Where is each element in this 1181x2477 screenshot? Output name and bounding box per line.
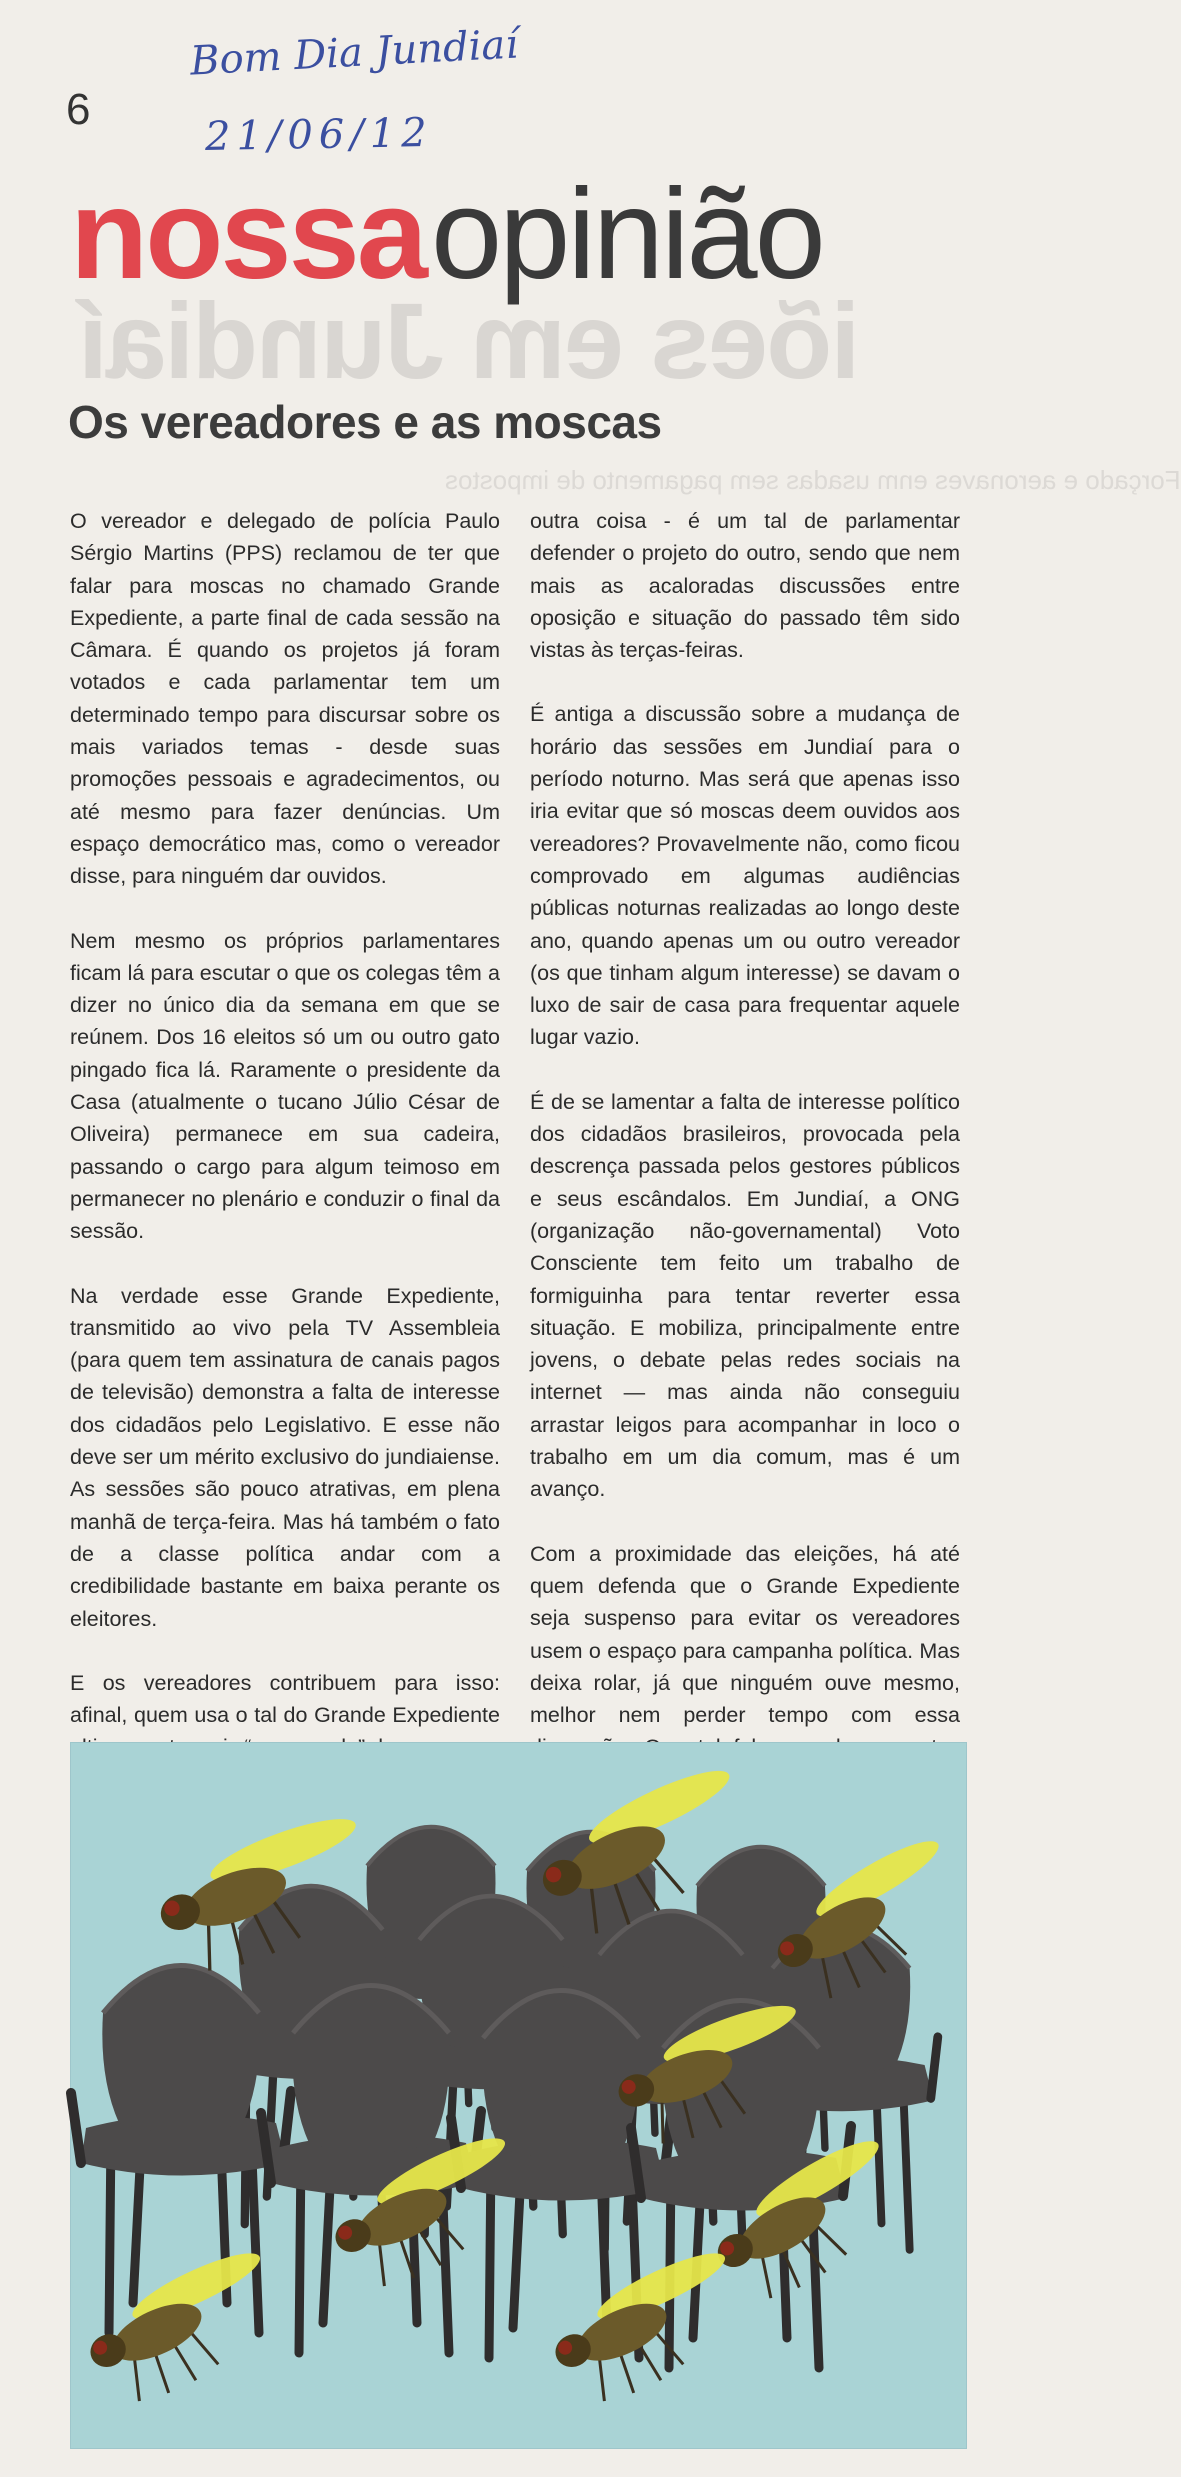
handwritten-date-note: 21/06/12 [204, 110, 434, 160]
illustration-canvas [71, 1743, 966, 2448]
article-paragraph: Com a proximidade das eleições, há até quem defenda que o Grande Expediente seja suspenso para evitar os vereadores usem o espaço para campanha política. Mas deixa rolar, já que ninguém ouve mesmo, melhor nem perder tempo com essa [530, 1541, 960, 1728]
reverse-page-show-through-line: Forçado e aeronaves enm usadas sem pagamento de impostos [445, 465, 1181, 495]
article-paragraph: O vereador e delegado de polícia Paulo Sérgio Martins (PPS) reclamou de ter que falar para moscas no chamado Grande Expediente, a parte final de cada sessão na Câmara. É quando os projetos já foram votados e cada parlamentar tem um determinado tempo para discursar sobre os mais variados temas - desde suas promoções pessoais e agradecimentos, ou até mesmo para fazer denúncias. Um espaço democrático mas, como o vereador disse, para ninguém dar ouvidos. [70, 509, 500, 889]
page-number: 6 [66, 85, 91, 134]
handwritten-source-note: Bom Dia Jundiaí [189, 21, 520, 85]
section-title-bold: nossa [70, 163, 425, 306]
article-paragraph: Nem mesmo os próprios parlamentares ficam lá para escutar o que os colegas têm a dizer no único dia da semana em que se reúnem. Dos 16 eleitos só um ou outro gato pingado fica lá. Raramente o presidente da Casa (atualmente o tucano Júlio César de Oliveira) permanece em sua cadeira, passando o cargo para algum teimoso em permanecer no plenário e conduzir o final da sessão. [70, 928, 500, 1244]
article-column-right [530, 505, 960, 1796]
section-title [70, 160, 823, 310]
article-headline: Os vereadores e as moscas [68, 396, 662, 448]
illustration-empty-chairs-with-flies [70, 1742, 967, 2449]
reverse-page-show-through: iões em Jundiaí [80, 280, 861, 401]
article-paragraph: E os vereadores contribuem para isso: afinal, quem usa o tal do Grande Expediente [70, 1670, 500, 1728]
section-title-light: opinião [430, 163, 823, 306]
article-paragraph: É antiga a discussão sobre a mudança de horário das sessões em Jundiaí para o período noturno. Mas será que apenas isso iria evitar que só moscas deem ouvidos aos vereadores? Provavelmente não, como ficou comprovado em algumas audiências públicas noturnas realizadas ao longo deste ano, quando apenas um ou outro vereador (os que tinham algum interesse) se davam o luxo de sair de casa para frequentar aquele lugar vazio. [530, 702, 960, 1050]
article-paragraph: É de se lamentar a falta de interesse político dos cidadãos brasileiros, provocada pela descrença passada pelos gestores públicos e seus escândalos. Em Jundiaí, a ONG (organização não-governamental) Voto Consciente tem feito um trabalho de formiguinha para tentar reverter essa situação. E mobiliza, principalmente entre jovens, o debate pelas redes sociais na internet — mas ainda não conseguiu arrastar leigos para acompanhar in loco o trabalho em um dia comum, mas é um avanço. [530, 1089, 960, 1502]
article-paragraph: Na verdade esse Grande Expediente, transmitido ao vivo pela TV Assembleia (para quem tem assinatura de canais pagos de televisão) demonstra a falta de interesse dos cidadãos pelo Legislativo. E esse não deve ser um mérito exclusivo do jundiaiense. As sessões são pouco atrativas, em plena manhã de terça-feira. Mas há também o fato de a classe política andar com a credibilidade bastante em baixa perante os eleitores. [70, 1283, 500, 1631]
article-paragraph: outra coisa - é um tal de parlamentar defender o projeto do outro, sendo que nem mais as acaloradas discussões entre oposição e situação do passado têm sido vistas às terças-feiras. [530, 509, 960, 663]
article-column-left [70, 505, 500, 1764]
